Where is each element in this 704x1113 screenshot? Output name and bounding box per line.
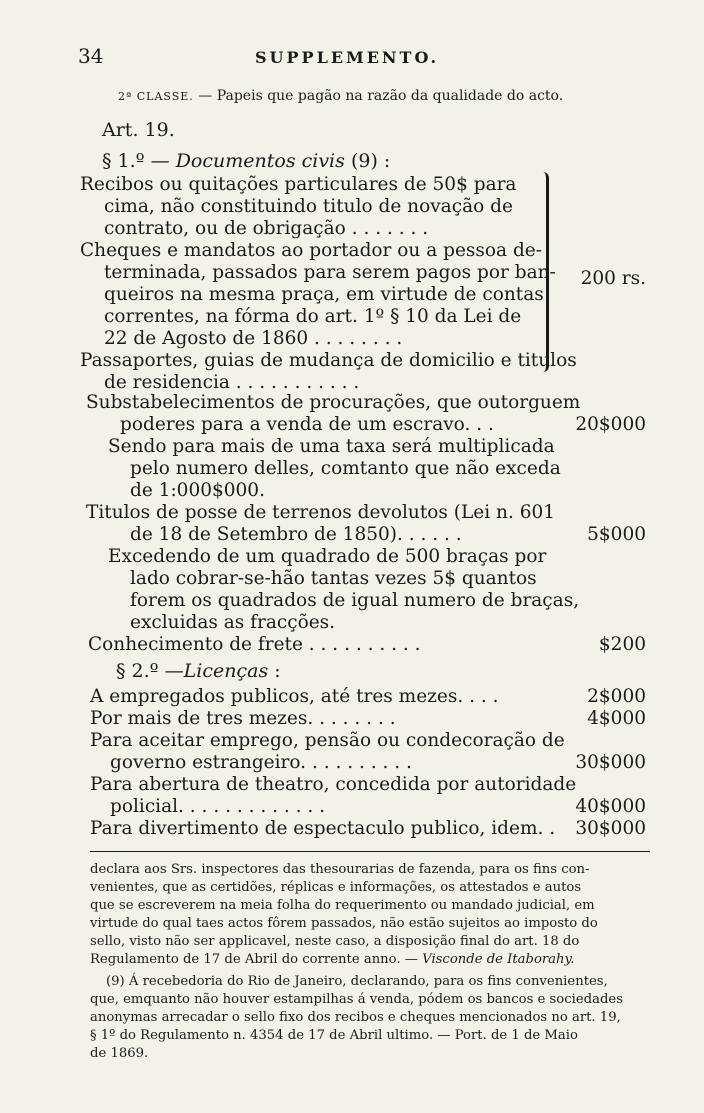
article-heading: Art. 19.	[102, 119, 175, 141]
amount-licenca: 4$000	[587, 708, 646, 729]
section-2-heading	[116, 660, 281, 682]
entry-line: Para abertura de theatro, concedida por autoridade	[90, 774, 577, 795]
footnote-text: Regulamento de 17 de Abril do corrente anno. —	[90, 952, 423, 967]
classe-text: — Papeis que pagão na razão da qualidade do acto.	[198, 88, 564, 104]
footnote-9-line: § 1º do Regulamento n. 4354 de 17 de Abril ultimo. — Port. de 1 de Maio	[90, 1028, 578, 1043]
entry-line: de 1:000$000.	[130, 480, 265, 501]
entry-line: terminada, passados para serem pagos por ban-	[104, 262, 556, 283]
section-2-marker: § 2.º	[116, 660, 159, 682]
section-1-marker: § 1.º	[102, 150, 145, 172]
classe-heading	[118, 88, 563, 104]
section-1-note-ref: (9) :	[350, 150, 391, 172]
classe-label: 2ª CLASSE.	[118, 90, 194, 103]
entry-line: queiros na mesma praça, em virtude de contas	[104, 284, 544, 305]
entry-line: governo estrangeiro. . . . . . . . . .	[110, 752, 412, 773]
amount-conhecimento: $200	[598, 634, 646, 655]
entry-line: forem os quadrados de igual numero de braças,	[130, 590, 580, 611]
section-1-title: — Documentos civis	[150, 150, 345, 172]
section-2-colon: :	[274, 660, 281, 682]
amount-licenca: 30$000	[575, 818, 646, 839]
entry-line: Para aceitar emprego, pensão ou condecoração de	[90, 730, 565, 751]
footnote-9-line: anonymas arrecadar o sello fixo dos recibos e cheques mencionados no art. 19,	[90, 1010, 621, 1025]
entry-line: excluidas as fracções.	[130, 612, 336, 633]
entry-line: Sendo para mais de uma taxa será multiplicada	[108, 436, 555, 457]
footnote-line: sello, visto não ser applicavel, neste caso, a disposição final do art. 18 do	[90, 934, 580, 949]
amount-licenca: 40$000	[575, 796, 646, 817]
entry-line: contrato, ou de obrigação . . . . . . .	[104, 218, 429, 239]
amount-braced: 200 rs.	[580, 268, 646, 289]
entry-line: correntes, na fórma do art. 1º § 10 da Lei de	[104, 306, 522, 327]
amount-licenca: 30$000	[575, 752, 646, 773]
entry-line: 22 de Agosto de 1860 . . . . . . . .	[104, 328, 403, 349]
footnote-line: declara aos Srs. inspectores das thesourarias de fazenda, para os fins con-	[90, 862, 590, 877]
entry-line: Conhecimento de frete . . . . . . . . . .	[88, 634, 421, 655]
amount-titulos: 5$000	[587, 524, 646, 545]
section-1-heading	[102, 150, 390, 172]
amount-licenca: 2$000	[587, 686, 646, 707]
footnote-divider	[90, 851, 650, 852]
entry-line: lado cobrar-se-hão tantas vezes 5$ quantos	[130, 568, 537, 589]
entry-line: cima, não constituindo titulo de novação de	[104, 196, 513, 217]
entry-line: Cheques e mandatos ao portador ou a pessoa de-	[80, 240, 542, 261]
footnote-9-line: (9) Á recebedoria do Rio de Janeiro, declarando, para os fins convenientes,	[106, 974, 608, 989]
page-number: 34	[78, 44, 104, 68]
entry-line: A empregados publicos, até tres mezes. . . .	[90, 686, 499, 707]
right-brace	[540, 172, 549, 372]
footnote-line	[90, 952, 574, 967]
footnote-line: venientes, que as certidões, réplicas e informações, os attestados e autos	[90, 880, 582, 895]
footnote-signature: Visconde de Itaborahy.	[422, 952, 575, 967]
entry-line: Excedendo de um quadrado de 500 braças por	[108, 546, 547, 567]
entry-line: Recibos ou quitações particulares de 50$ para	[80, 174, 517, 195]
section-2-title: —Licenças	[164, 660, 269, 682]
footnote-9-line: que, emquanto não houver estampilhas á venda, pódem os bancos e sociedades	[90, 992, 623, 1007]
footnote-line: que se escreverem na meia folha do requerimento ou mandado judicial, em	[90, 898, 595, 913]
entry-line: Titulos de posse de terrenos devolutos (Lei n. 601	[86, 502, 556, 523]
entry-line: pelo numero delles, comtanto que não exceda	[130, 458, 561, 479]
entry-line: Substabelecimentos de procurações, que outorguem	[86, 392, 581, 413]
running-title: SUPPLEMENTO.	[255, 48, 440, 67]
amount-substabelecimentos: 20$000	[575, 414, 646, 435]
entry-line: poderes para a venda de um escravo. . .	[120, 414, 494, 435]
entry-line: de 18 de Setembro de 1850). . . . . .	[130, 524, 462, 545]
entry-line: Passaportes, guias de mudança de domicilio e titulos	[80, 350, 577, 371]
entry-line: de residencia . . . . . . . . . . .	[104, 372, 360, 393]
entry-line: policial. . . . . . . . . . . . .	[110, 796, 326, 817]
entry-line: Por mais de tres mezes. . . . . . . .	[90, 708, 396, 729]
footnote-9-line: de 1869.	[90, 1046, 149, 1061]
entry-line: Para divertimento de espectaculo publico, idem. .	[90, 818, 556, 839]
footnote-line: virtude do qual taes actos fôrem passados, não estão sujeitos ao imposto do	[90, 916, 598, 931]
